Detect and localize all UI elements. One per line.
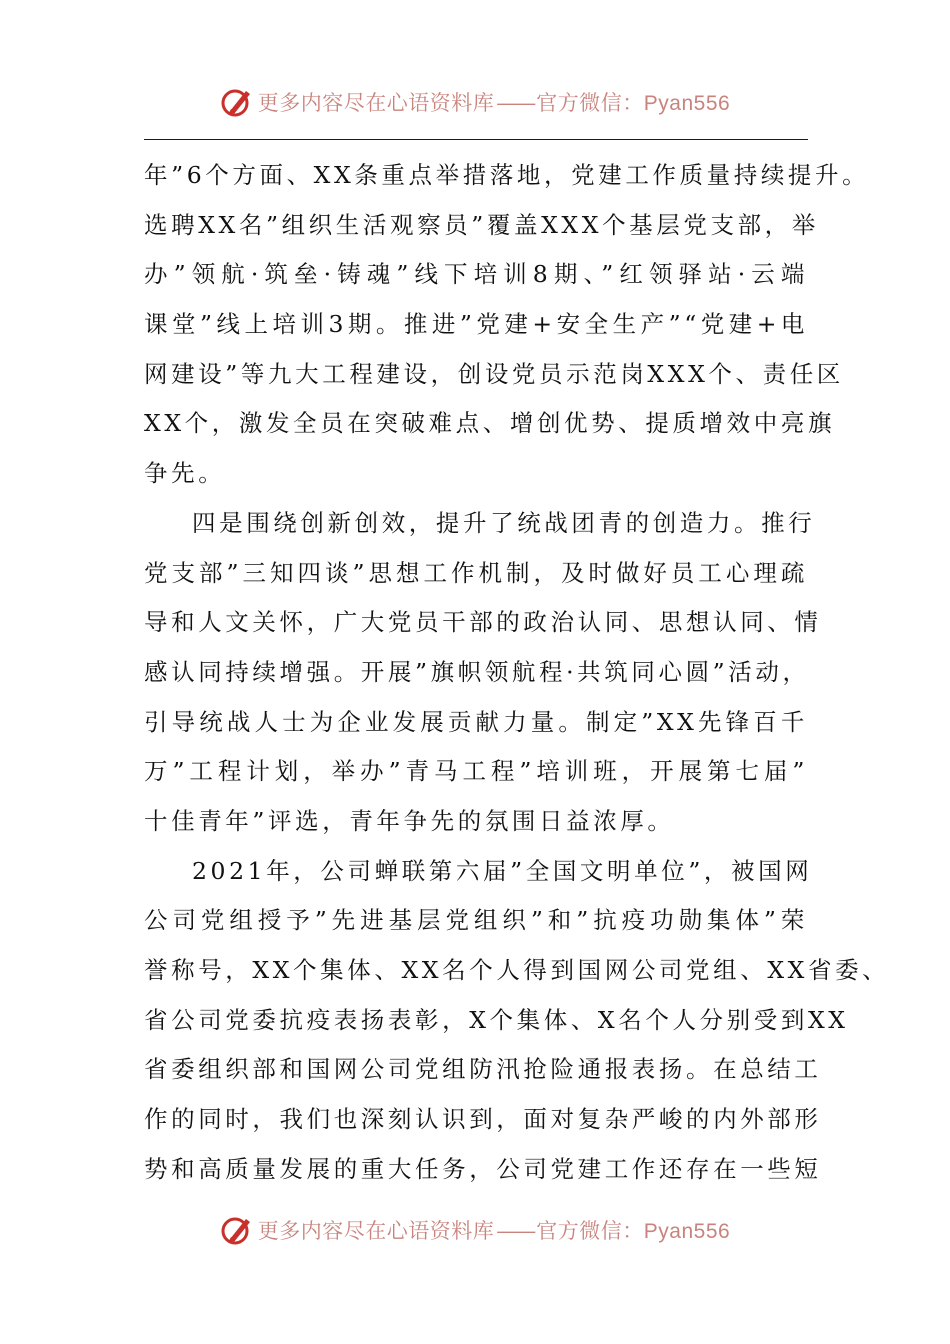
header-divider bbox=[144, 139, 808, 140]
header-wechat-id: Pyan556 bbox=[643, 92, 731, 115]
body-line: 引导统战人士为企业发展贡献力量。制定”XX先锋百千 bbox=[144, 707, 808, 736]
body-line: 争先。 bbox=[144, 459, 226, 488]
body-line: 党支部”三知四谈”思想工作机制，及时做好员工心理疏 bbox=[144, 558, 808, 587]
footer-banner bbox=[0, 1210, 950, 1250]
header-banner bbox=[0, 82, 950, 122]
body-line: 万”工程计划，举办”青马工程”培训班，开展第七届” bbox=[144, 757, 808, 786]
body-line: 年”6个方面、XX条重点举措落地，党建工作质量持续提升。 bbox=[144, 161, 870, 189]
footer-banner-suffix: 官方微信： bbox=[536, 1219, 644, 1243]
footer-banner-dash: —— bbox=[496, 1219, 535, 1243]
body-line: 公司党组授予”先进基层党组织”和”抗疫功勋集体”荣 bbox=[144, 906, 808, 935]
body-line: 选聘XX名”组织生活观察员”覆盖XXX个基层党支部，举 bbox=[144, 210, 819, 239]
body-line: 课堂”线上培训3期。推进”党建+安全生产”“党建+电 bbox=[144, 310, 808, 339]
document-body bbox=[144, 151, 890, 1194]
body-line: XX个，激发全员在突破难点、增创优势、提质增效中亮旗 bbox=[144, 409, 836, 438]
footer-banner-title: 更多内容尽在心语资料库 bbox=[257, 1219, 495, 1243]
footer-banner-text bbox=[258, 1215, 730, 1245]
header-banner-text bbox=[258, 87, 730, 117]
body-line: 办”领航·筑垒·铸魂”线下培训8期、”红领驿站·云端 bbox=[144, 260, 808, 289]
header-banner-title: 更多内容尽在心语资料库 bbox=[257, 91, 495, 115]
body-line: 十佳青年”评选，青年争先的氛围日益浓厚。 bbox=[144, 806, 675, 835]
body-line: 省委组织部和国网公司党组防汛抢险通报表扬。在总结工 bbox=[144, 1055, 822, 1084]
body-line: 导和人文关怀，广大党员干部的政治认同、思想认同、情 bbox=[144, 608, 822, 637]
pen-nib-circle-icon bbox=[220, 85, 254, 119]
body-line: 作的同时，我们也深刻认识到，面对复杂严峻的内外部形 bbox=[144, 1105, 822, 1134]
body-line: 誉称号，XX个集体、XX名个人得到国网公司党组、XX省委、 bbox=[144, 956, 890, 984]
pen-nib-circle-icon bbox=[220, 1213, 254, 1247]
body-line: 网建设”等九大工程建设，创设党员示范岗XXX个、责任区 bbox=[144, 359, 844, 388]
footer-wechat-id: Pyan556 bbox=[643, 1220, 731, 1243]
header-banner-suffix: 官方微信： bbox=[536, 91, 644, 115]
header-banner-dash: —— bbox=[496, 91, 535, 115]
body-line: 感认同持续增强。开展”旗帜领航程·共筑同心圆”活动， bbox=[144, 657, 810, 686]
paragraph-start-line: 四是围绕创新创效，提升了统战团青的创造力。推行 bbox=[192, 508, 816, 537]
paragraph-start-line: 2021年，公司蝉联第六届”全国文明单位”，被国网 bbox=[192, 856, 813, 885]
body-line: 势和高质量发展的重大任务，公司党建工作还存在一些短 bbox=[144, 1154, 822, 1183]
body-line: 省公司党委抗疫表扬表彰，X个集体、X名个人分别受到XX bbox=[144, 1005, 849, 1034]
